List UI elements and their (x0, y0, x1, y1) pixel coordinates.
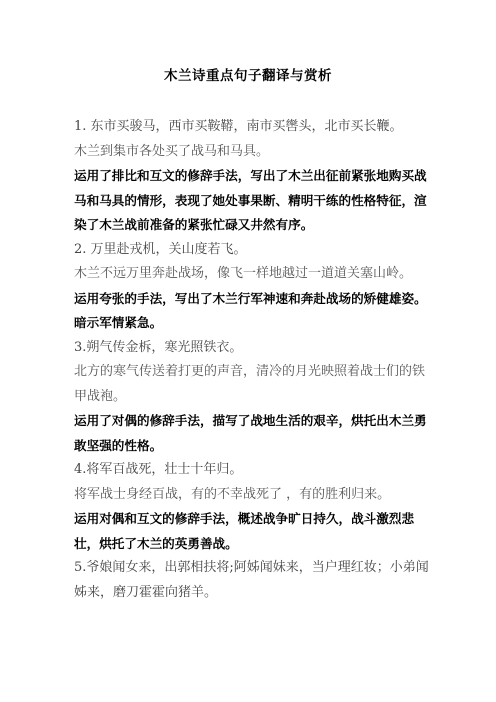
sentence-2: 2. 万里赴戎机，关山度若飞。 (74, 241, 247, 257)
sentence-3: 3.朔气传金柝，寒光照铁衣。 (74, 339, 243, 355)
analysis-4: 运用对偶和互文的修辞手法，概述战争旷日持久，战斗激烈悲壮，烘托了木兰的英勇善战。 (74, 511, 415, 551)
sentence-1: 1. 东市买骏马，西市买鞍鞯，南市买辔头，北市买长鞭。 (74, 119, 403, 134)
translation-4: 将军战士身经百战，有的不幸战死了 ，有的胜利归来。 (74, 486, 391, 502)
analysis-1: 运用了排比和互文的修辞手法，写出了木兰出征前紧张地购买战马和马具的情形，表现了她处事果断、精明干练的性格特征，渲染了木兰战前准备的紧张忙碌又井然有序。 (74, 168, 427, 232)
document-title: 木兰诗重点句子翻译与赏析 (164, 68, 332, 84)
translation-3: 北方的寒气传送着打更的声音，清冷的月光映照着战士们的铁甲战袍。 (74, 364, 426, 404)
sentence-4: 4.将军百战死，壮士十年归。 (74, 462, 243, 477)
translation-2: 木兰不远万里奔赴战场，像飞一样地越过一道道关塞山岭。 (74, 266, 413, 281)
translation-1: 木兰到集市各处买了战马和马具。 (74, 143, 270, 159)
analysis-3: 运用了对偶的修辞手法，描写了战地生活的艰辛，烘托出木兰勇敢坚强的性格。 (74, 413, 427, 453)
analysis-2: 运用夸张的手法，写出了木兰行军神速和奔赴战场的矫健雄姿。暗示军情紧急。 (74, 290, 427, 330)
sentence-5: 5.爷娘闻女来，出郭相扶将;阿姊闻妹来，当户理红妆；小弟闻姊来，磨刀霍霍向猪羊。 (74, 560, 429, 600)
document-body (74, 115, 436, 605)
